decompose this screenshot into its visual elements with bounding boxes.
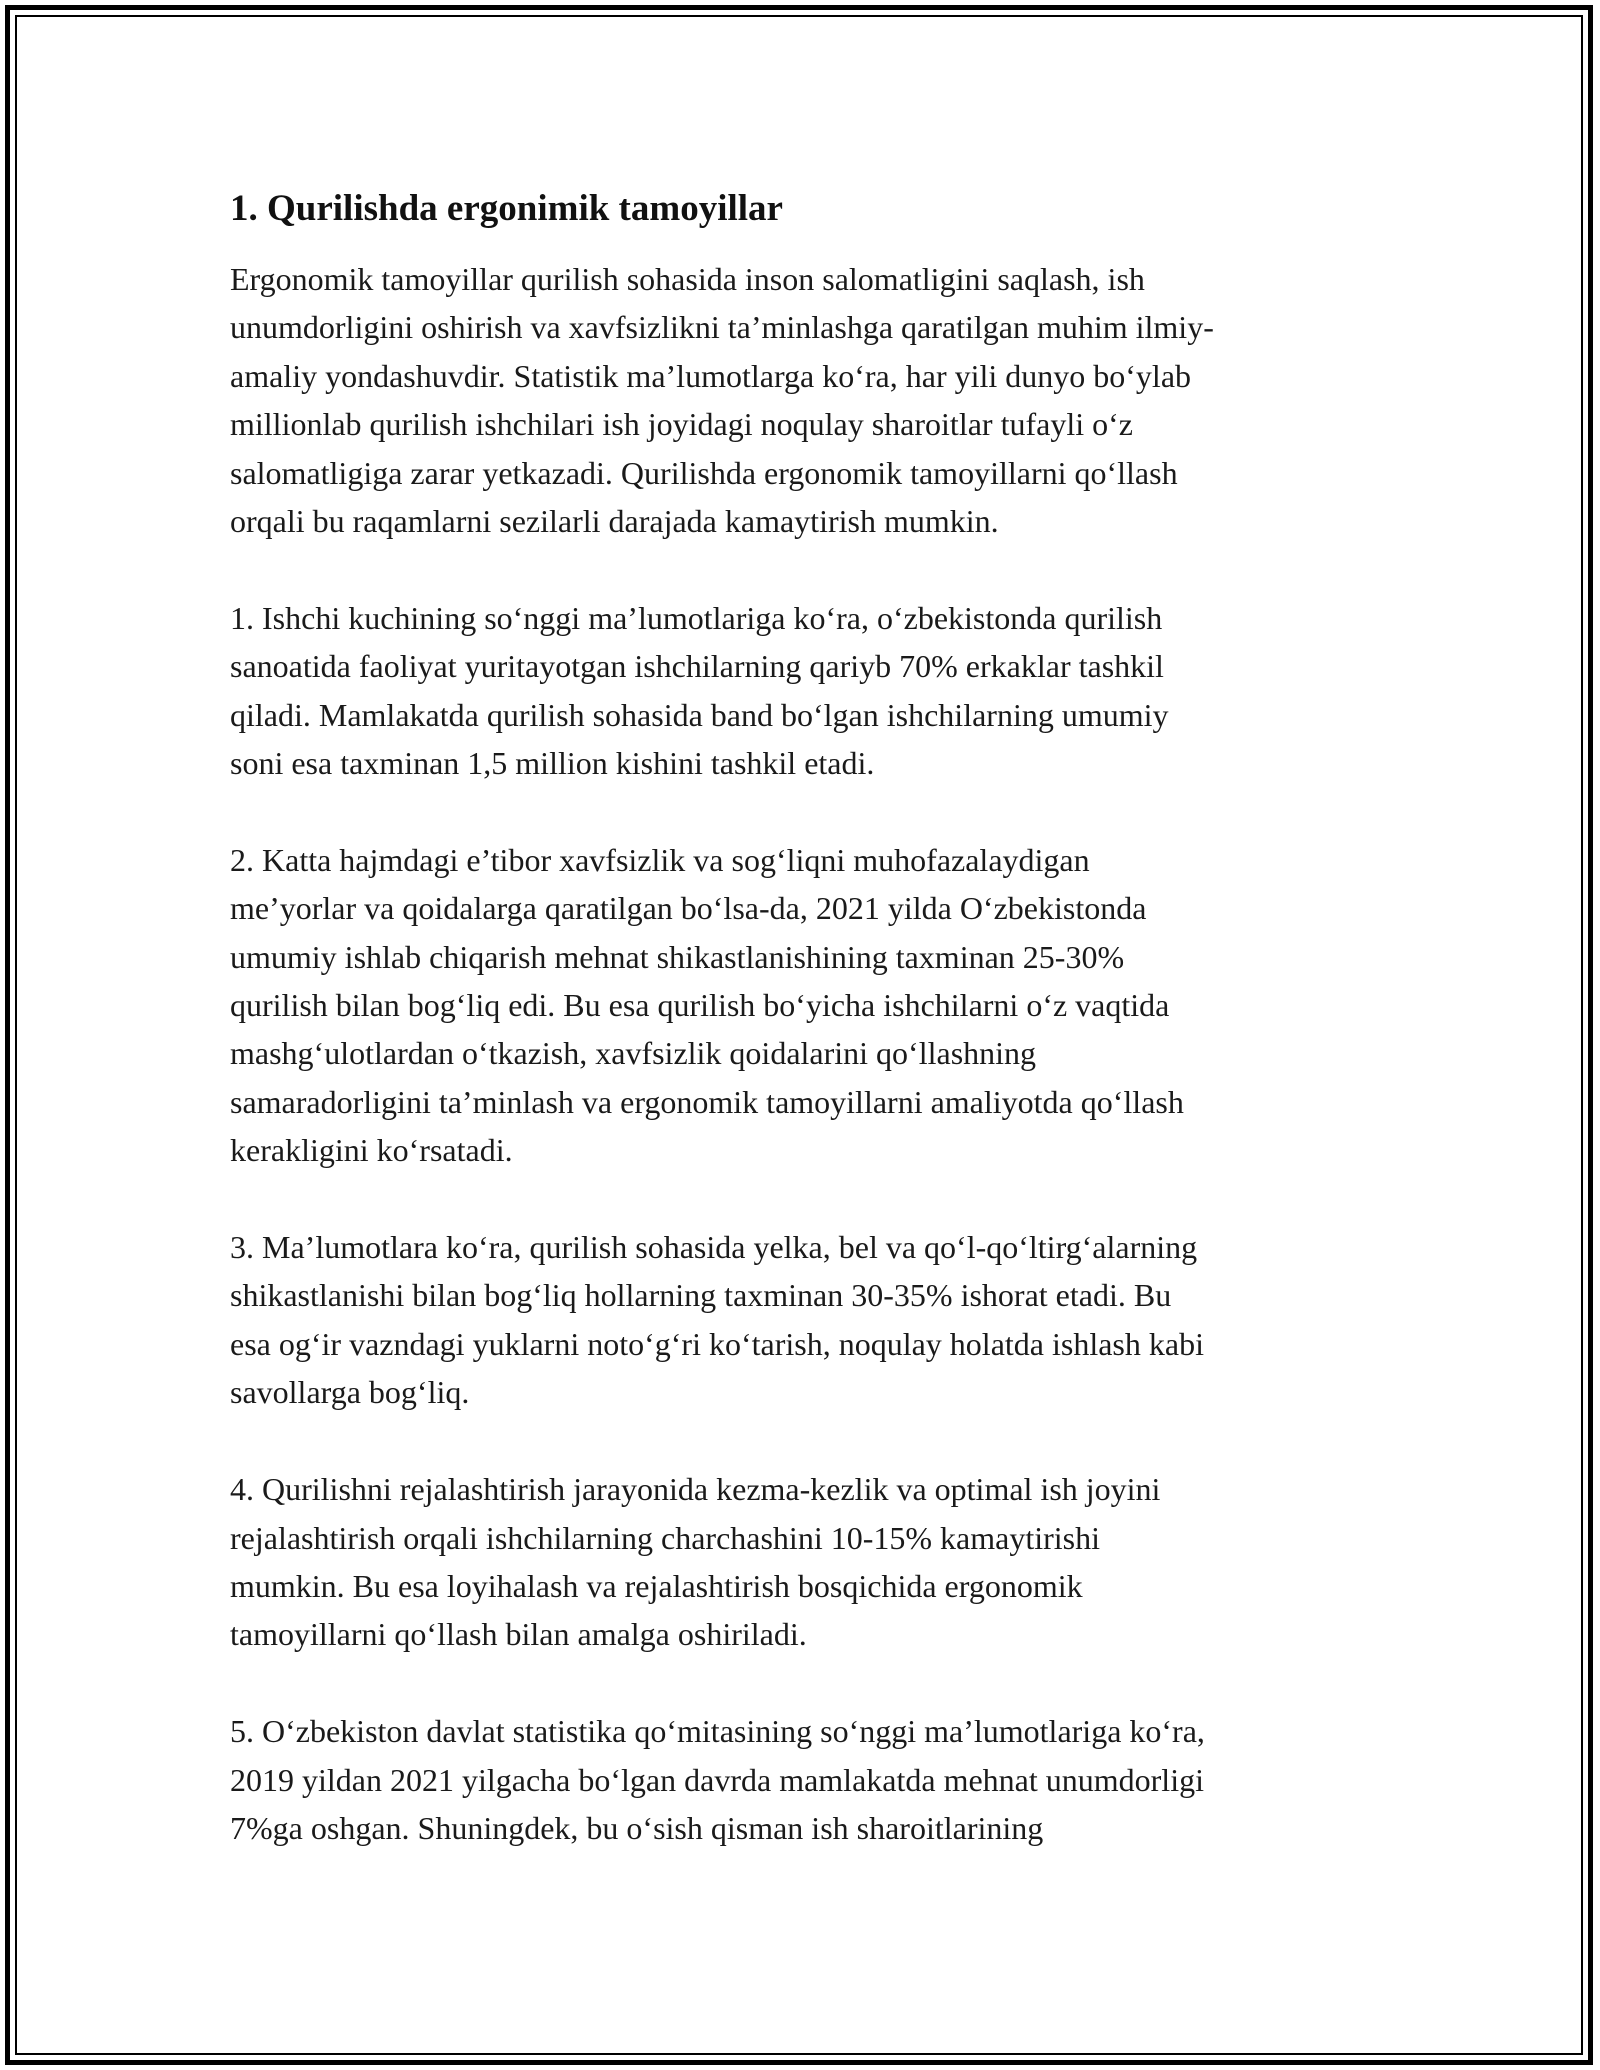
list-item-2: 2. Katta hajmdagi e’tibor xavfsizlik va sog‘liqni muhofazalaydigan me’yorlar va qoidalarga qaratilgan bo‘lsa-da, 2021 yilda O‘zbekistonda umumiy ishlab chiqarish mehnat shikastlanishining taxminan 25-30% qurilish bilan bog‘liq edi. Bu esa qurilish bo‘yicha ishchilarni o‘z vaqtida mashg‘ulotlardan o‘tkazish, xavfsizlik qoidalarini qo‘llashning samaradorligini ta’minlash va ergonomik tamoyillarni amaliyotda qo‘llash kerakligini ko‘rsatadi. <box>230 841 1184 1169</box>
list-item-3: 3. Ma’lumotlara ko‘ra, qurilish sohasida yelka, bel va qo‘l-qo‘ltirg‘alarning shikastlanishi bilan bog‘liq hollarning taxminan 30-35% ishorat etadi. Bu esa og‘ir vazndagi yuklarni noto‘g‘ri ko‘tarish, noqulay holatda ishlash kabi savollarga bog‘liq. <box>230 1229 1204 1411</box>
document-body <box>230 185 1380 1901</box>
list-item-5: 5. O‘zbekiston davlat statistika qo‘mitasining so‘nggi ma’lumotlariga ko‘ra, 2019 yildan 2021 yilgacha bo‘lgan davrda mamlakatda mehnat unumdorligi 7%ga oshgan. Shuningdek, bu o‘sish qisman ish sharoitlarining <box>230 1713 1205 1846</box>
section-heading: 1. Qurilishda ergonimik tamoyillar <box>230 188 783 229</box>
list-item-1: 1. Ishchi kuchining so‘nggi ma’lumotlariga ko‘ra, o‘zbekistonda qurilish sanoatida faoliyat yuritayotgan ishchilarning qariyb 70% erkaklar tashkil qiladi. Mamlakatda qurilish sohasida band bo‘lgan ishchilarning umumiy soni esa taxminan 1,5 million kishini tashkil etadi. <box>230 599 1169 782</box>
intro-paragraph: Ergonomik tamoyillar qurilish sohasida inson salomatligini saqlash, ish unumdorligini oshirish va xavfsizlikni ta’minlashga qaratilgan muhim ilmiy- amaliy yondashuvdir. Statistik ma’lumotlarga ko‘ra, har yili dunyo bo‘ylab millionlab qurilish ishchilari ish joyidagi noqulay sharoitlar tufayli o‘z salomatligiga zarar yetkazadi. Qurilishda ergonomik tamoyillarni qo‘llash orqali bu raqamlarni sezilarli darajada kamaytirish mumkin. <box>230 261 1214 540</box>
list-item-4: 4. Qurilishni rejalashtirish jarayonida kezma-kezlik va optimal ish joyini rejalashtirish orqali ishchilarning charchashini 10-15% kamaytirishi mumkin. Bu esa loyihalash va rejalashtirish bosqichida ergonomik tamoyillarni qo‘llash bilan amalga oshiriladi. <box>230 1471 1161 1653</box>
